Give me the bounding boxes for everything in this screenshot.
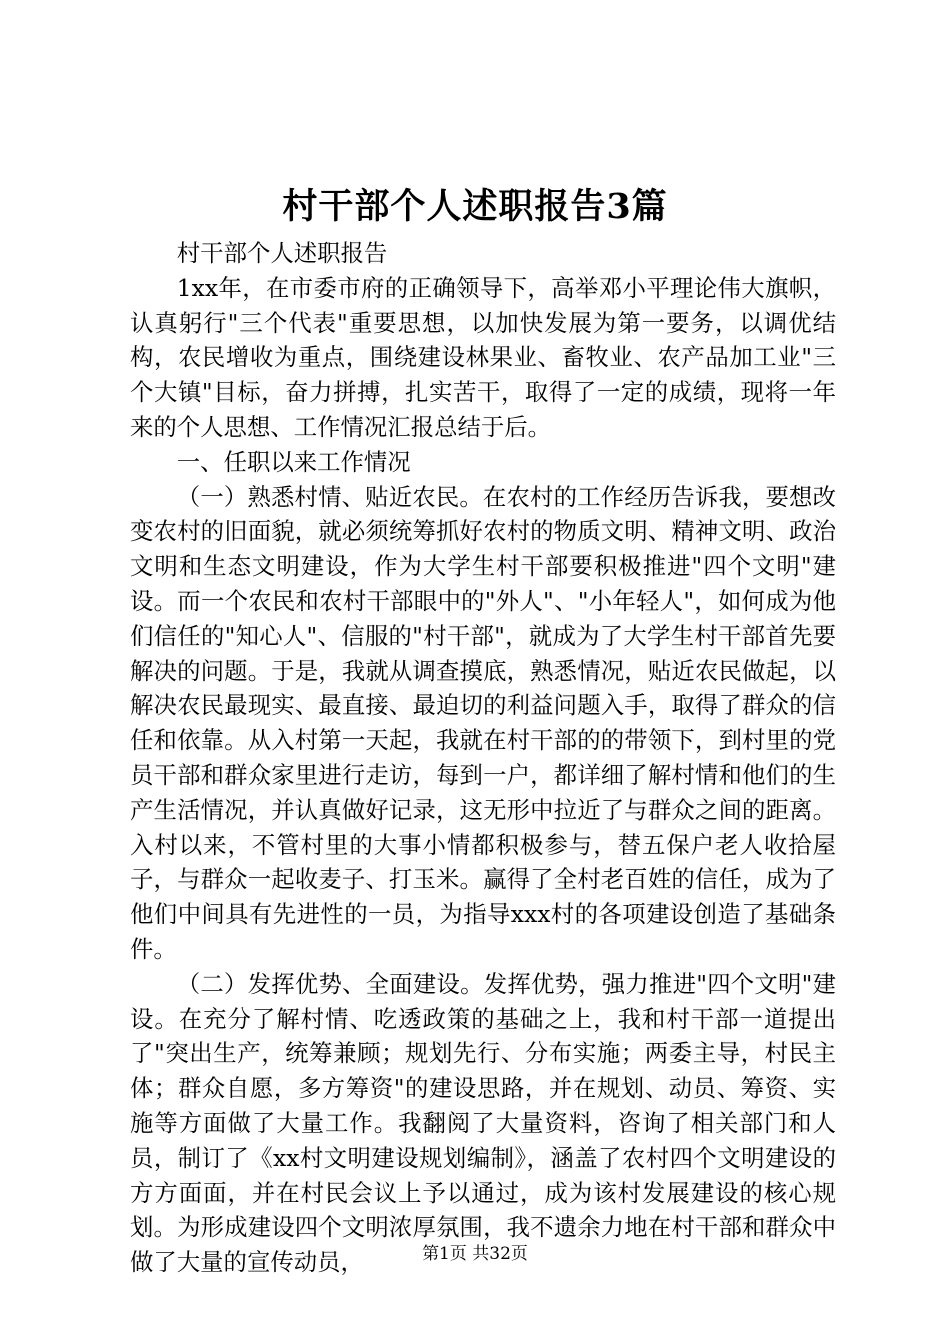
intro-paragraph: 1xx年，在市委市府的正确领导下，高举邓小平理论伟大旗帜，认真躬行"三个代表"重要思想，以加快发展为第一要务，以调优结构，农民增收为重点，围绕建设林果业、畜牧业、农产品加工业"三个大镇"目标，奋力拼搏，扎实苦干，取得了一定的成绩，现将一年来的个人思想、工作情况汇报总结于后。 <box>130 273 836 441</box>
document-body <box>130 236 836 1280</box>
page-number-footer: 第1页 共32页 <box>422 1244 528 1264</box>
body-paragraph: （一）熟悉村情、贴近农民。在农村的工作经历告诉我，要想改变农村的旧面貌，就必须统筹抓好农村的物质文明、精神文明、政治文明和生态文明建设，作为大学生村干部要积极推进"四个文明"建设。而一个农民和农村干部眼中的"外人"、"小年轻人"，如何成为他们信任的"知心人"、信服的"村干部"，就成为了大学生村干部首先要解决的问题。于是，我就从调查摸底，熟悉情况，贴近农民做起，以解决农民最现实、最直接、最迫切的利益问题入手，取得了群众的信任和依靠。从入村第一天起，我就在村干部的的带领下，到村里的党员干部和群众家里进行走访，每到一户，都详细了解村情和他们的生产生活情况，并认真做好记录，这无形中拉近了与群众之间的距离。入村以来，不管村里的大事小情都积极参与，替五保户老人收拾屋子，与群众一起收麦子、打玉米。赢得了全村老百姓的信任，成为了他们中间具有先进性的一员，为指导xxx村的各项建设创造了基础条件。 <box>130 482 836 963</box>
report-subtitle: 村干部个人述职报告 <box>176 239 388 267</box>
section-heading: 一、任职以来工作情况 <box>176 447 411 476</box>
document-title: 村干部个人述职报告3篇 <box>282 186 668 227</box>
body-paragraph: （二）发挥优势、全面建设。发挥优势，强力推进"四个文明"建设。在充分了解村情、吃透政策的基础之上，我和村干部一道提出了"突出生产，统筹兼顾；规划先行、分布实施；两委主导，村民主体；群众自愿，多方筹资"的建设思路，并在规划、动员、筹资、实施等方面做了大量工作。我翻阅了大量资料，咨询了相关部门和人员，制订了《xx村文明建设规划编制》，涵盖了农村四个文明建设的方方面面，并在村民会议上予以通过，成为该村发展建设的核心规划。为形成建设四个文明浓厚氛围，我不遗余力地在村干部和群众中做了大量的宣传动员， <box>130 969 836 1277</box>
